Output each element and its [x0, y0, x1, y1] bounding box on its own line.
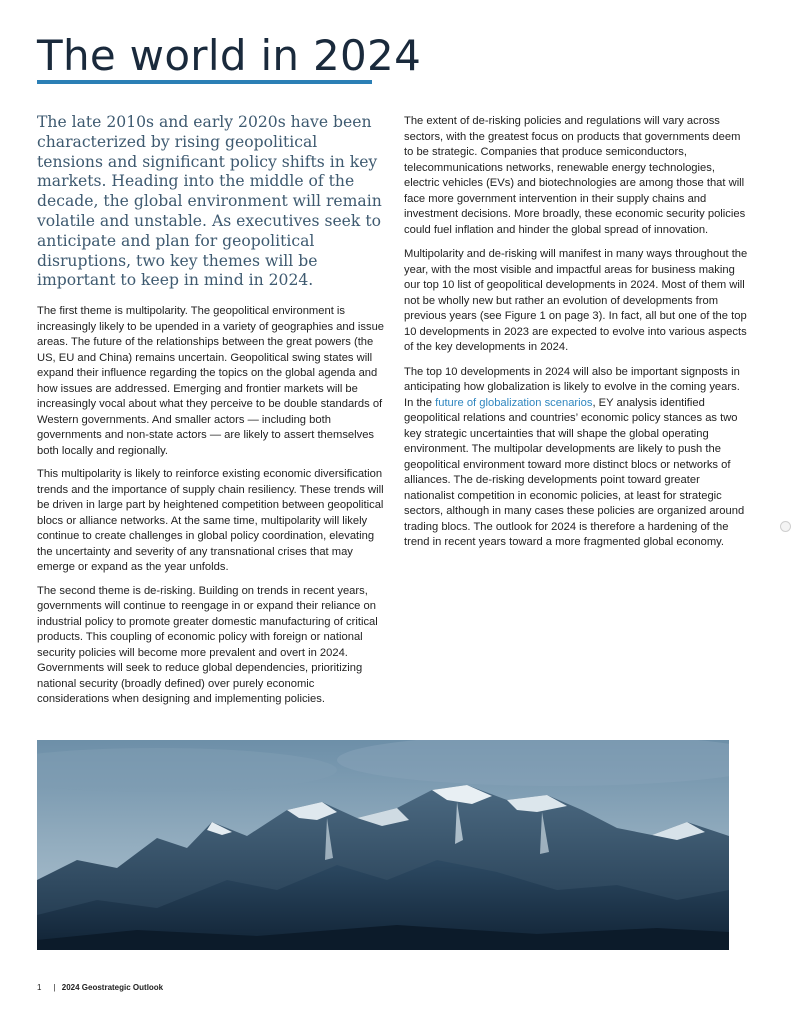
body-paragraph: Multipolarity and de-risking will manifest in many ways throughout the year, with the most visible and impactful areas for business making our top 10 list of geopolitical developments in 2024. Most of them will not be wholly new but rather an evolution of developments from previous years (see Figure 1 on page 3). In fact, all but one of the top 10 developments in 2023 are expected to evolve into various aspects of the key developments in 2024. [404, 248, 748, 353]
mountain-illustration [37, 740, 729, 950]
page-title: The world in 2024 [37, 31, 422, 80]
body-paragraph: The extent of de-risking policies and regulations will vary across sectors, with the greatest focus on products that governments deem to be strategic. Companies that produce semiconductors, telecommunications networks, renewable energy technologies, electric vehicles (EVs) and biotechnologies are among those that will face more government intervention in their supply chains and investment decisions. More broadly, these economic security policies could fuel inflation and hinder the global spread of innovation. [404, 115, 746, 236]
body-paragraph: The first theme is multipolarity. The geopolitical environment is increasingly likely to be upended in a variety of geographies and issue areas. The future of the relationships between the great powers (the US, EU and China) remains uncertain. Geopolitical swing states will expand their influence regarding the topics on the global agenda and how issues are addressed. Emerging and frontier markets will be increasingly vocal about what they perceive to be double standards of Western governments. And smaller actors — including both governments and non-state actors — are likely to assert themselves both locally and regionally. [37, 305, 385, 457]
page-footer [37, 983, 163, 992]
body-paragraph: The second theme is de-risking. Building on trends in recent years, governments will continue to reengage in or expand their reliance on industrial policy to promote greater domestic manufacturing of critical products. This coupling of economic policy with foreign or national security policies will become more prevalent and overt in 2024. Governments will seek to reduce global dependencies, prioritizing national security (broadly defined) over purely economic considerations when designing and implementing policies. [37, 584, 378, 706]
left-column [37, 113, 385, 716]
page-number: 1 [37, 983, 42, 992]
globalization-scenarios-link[interactable]: future of globalization scenarios [435, 396, 593, 409]
intro-paragraph: The late 2010s and early 2020s have been characterized by rising geopolitical tensions and significant policy shifts in key markets. Heading into the middle of the decade, the global environment will remain volatile and unstable. As executives seek to anticipate and plan for geopolitical disruptions, two key themes will be important to keep in mind in 2024. [37, 113, 382, 290]
paragraph-text: The top 10 developments in 2024 will also be important signposts in anticipating how globalization is likely to evolve in the coming years. In the [404, 365, 740, 409]
mountain-photo [37, 740, 729, 950]
body-paragraph: This multipolarity is likely to reinforce existing economic diversification trends and the importance of supply chain resiliency. These trends will be driven in large part by heightened competition between geopolitical blocs or alliance networks. At the same time, multipolarity will likely continue to create challenges in global policy coordination, elevating the uncertainty and severity of any transnational crises that may emerge or expand as the year unfolds. [37, 468, 384, 574]
title-underline [37, 80, 372, 84]
right-column [404, 114, 752, 560]
body-paragraph [404, 365, 752, 551]
scroll-indicator-dot[interactable] [780, 521, 791, 532]
publication-title: 2024 Geostrategic Outlook [61, 983, 164, 992]
paragraph-text: , EY analysis identified geopolitical relations and countries’ economic policy stances as two key strategic uncertainties that will shape the global operating environment. The multipolar developments are likely to push the geopolitical environment toward more distinct blocs or networks of alliances. The de-risking developments point toward greater nationalist competition in economic policies, at least for strategic sectors, although in many cases these policies are organized around trading blocs. The outlook for 2024 is therefore a hardening of the trend in recent years toward a more fragmented global economy. [404, 396, 745, 548]
footer-separator: | [53, 983, 56, 992]
